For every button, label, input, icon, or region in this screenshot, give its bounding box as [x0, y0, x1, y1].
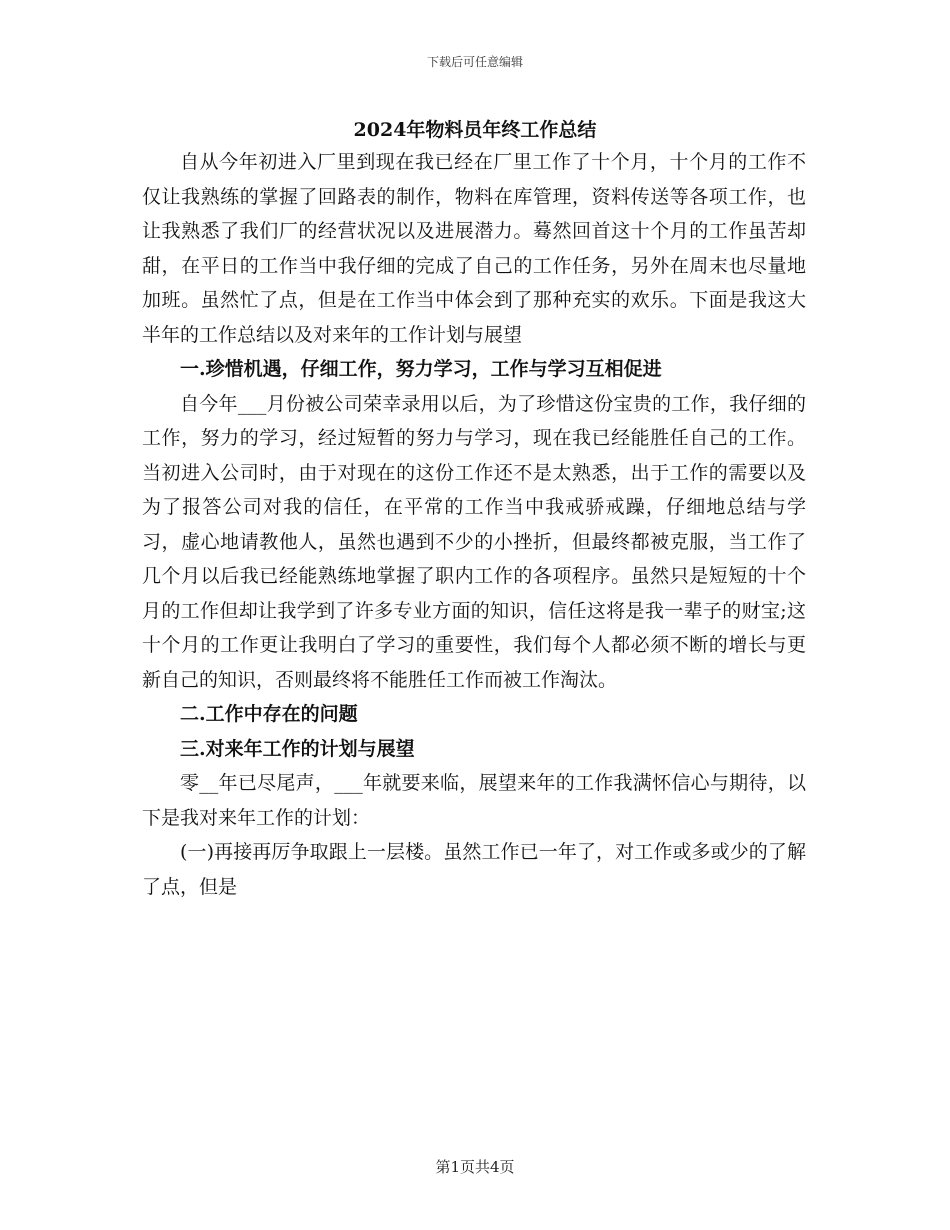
section-1-paragraph: 自今年___月份被公司荣幸录用以后，为了珍惜这份宝贵的工作，我仔细的工作，努力的学习，经过短暂的努力与学习，现在我已经能胜任自己的工作。当初进入公司时，由于对现在的这份工作还不是太熟悉，出于工作的需要以及为了报答公司对我的信任，在平常的工作当中我戒骄戒躁，仔细地总结与学习，虚心地请教他人，虽然也遇到不少的小挫折，但最终都被克服，当工作了几个月以后我已经能熟练地掌握了职内工作的各项程序。虽然只是短短的十个月的工作但却让我学到了许多专业方面的知识，信任这将是我一辈子的财宝;这十个月的工作更让我明白了学习的重要性，我们每个人都必须不断的增长与更新自己的知识，否则最终将不能胜任工作而被工作淘汰。: [142, 392, 806, 691]
page-number: 第1页共4页: [435, 1158, 515, 1176]
header-note: 下载后可任意编辑: [426, 55, 523, 69]
plan-item-1: (一)再接再厉争取跟上一层楼。虽然工作已一年了，对工作或多或少的了解了点，但是: [142, 841, 806, 898]
section-3-heading: 三.对来年工作的计划与展望: [180, 737, 415, 760]
section-1-heading: 一.珍惜机遇，仔细工作，努力学习，工作与学习互相促进: [180, 358, 662, 380]
section-2-heading: 二.工作中存在的问题: [180, 703, 358, 725]
document-body: [142, 145, 806, 904]
document-title: 2024年物料员年终工作总结: [353, 119, 597, 141]
intro-paragraph: 自从今年初进入厂里到现在我已经在厂里工作了十个月，十个月的工作不仅让我熟练的掌握了回路表的制作，物料在库管理，资料传送等各项工作，也让我熟悉了我们厂的经营状况以及进展潜力。蓦然回首这十个月的工作虽苦却甜，在平日的工作当中我仔细的完成了自己的工作任务，另外在周末也尽量地加班。虽然忙了点，但是在工作当中体会到了那种充实的欢乐。下面是我这大半年的工作总结以及对来年的工作计划与展望: [142, 151, 806, 346]
section-3-paragraph: 零__年已尽尾声，___年就要来临，展望来年的工作我满怀信心与期待，以下是我对来年工作的计划：: [142, 772, 806, 829]
